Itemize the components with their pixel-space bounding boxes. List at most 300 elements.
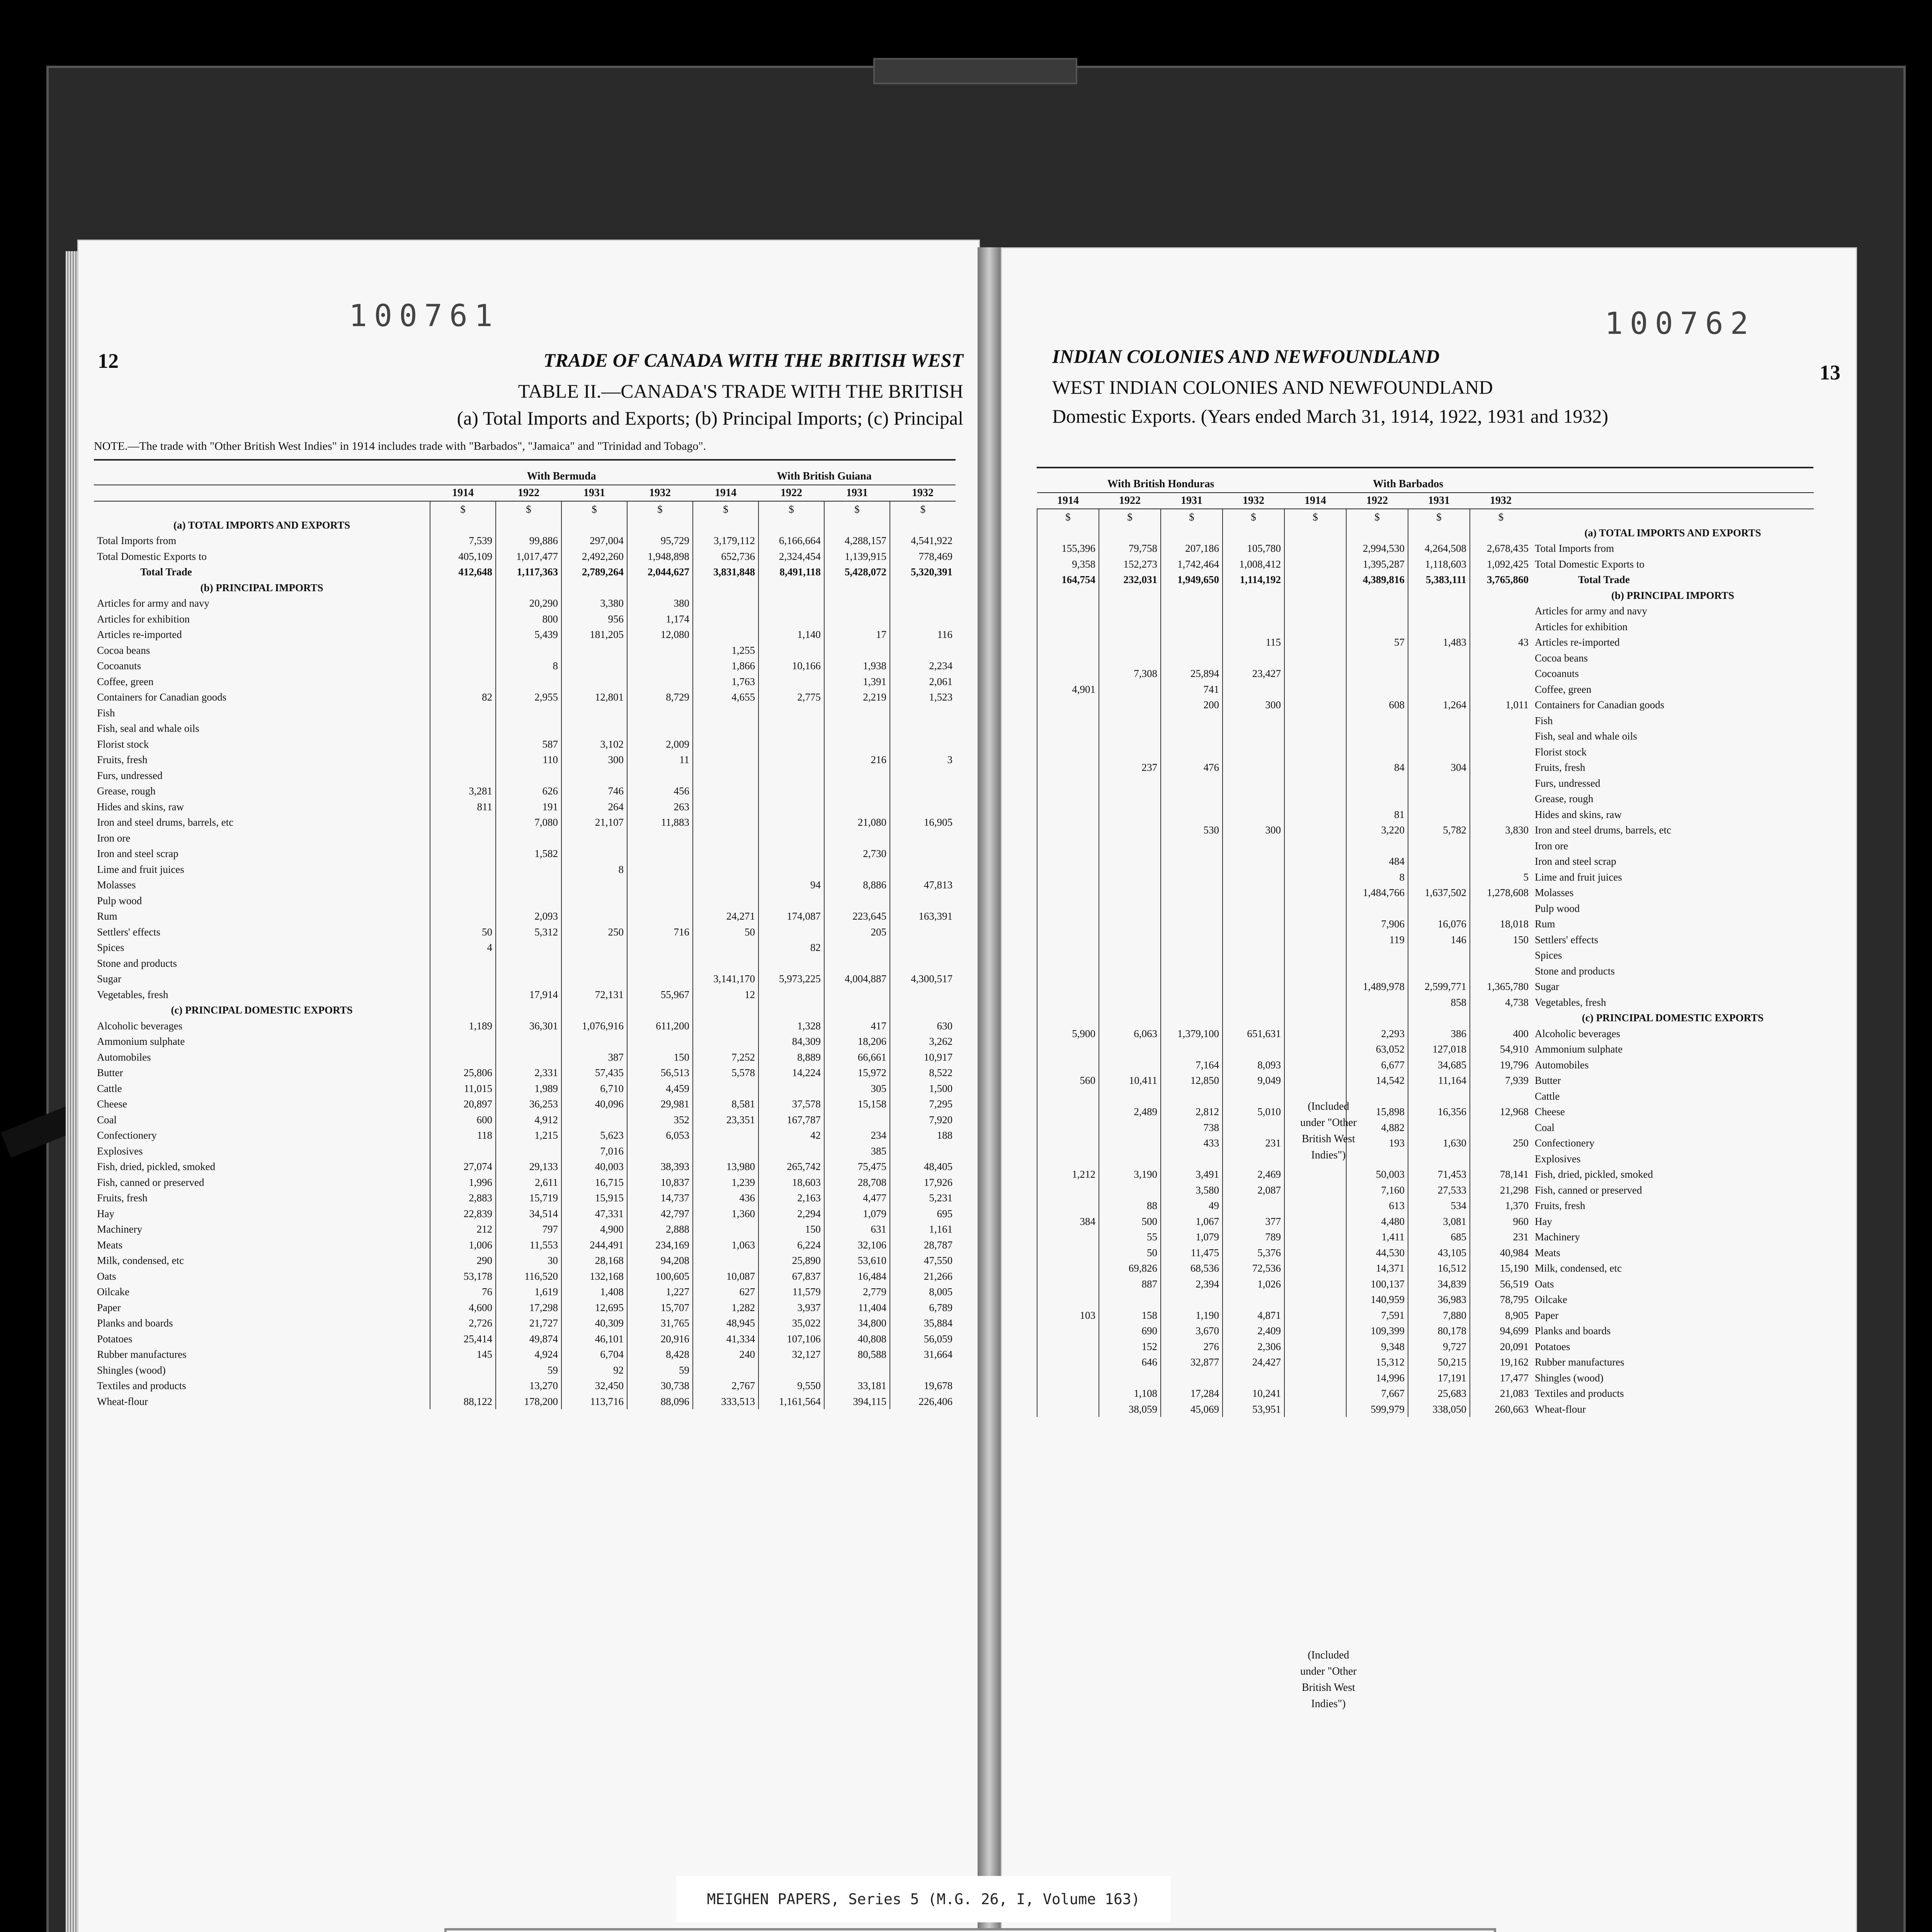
- row-label: Articles re-imported: [1535, 636, 1620, 648]
- value-cell: [759, 736, 824, 752]
- table-row: [1037, 932, 1814, 948]
- value-cell: 1,092,425: [1470, 556, 1532, 572]
- value-cell: [693, 799, 759, 815]
- row-label: Rubber manufactures: [97, 1349, 187, 1360]
- value-cell: 6,710: [561, 1081, 627, 1097]
- table-row: [1037, 572, 1814, 588]
- value-cell: [1284, 1198, 1346, 1214]
- value-cell: [1161, 619, 1223, 635]
- value-cell: [693, 862, 759, 878]
- value-cell: 5,010: [1223, 1104, 1284, 1120]
- table-row: [1037, 1120, 1814, 1136]
- value-cell: [561, 940, 627, 956]
- value-cell: 6,704: [561, 1347, 627, 1362]
- table-row: [1037, 713, 1814, 729]
- value-cell: [1161, 650, 1223, 666]
- value-cell: [824, 940, 890, 956]
- value-cell: 9,049: [1223, 1073, 1284, 1088]
- value-cell: [1223, 744, 1284, 760]
- section-heading-row: [94, 580, 956, 596]
- value-cell: 534: [1408, 1198, 1470, 1214]
- value-cell: 4,459: [627, 1081, 693, 1097]
- row-label: Butter: [97, 1067, 123, 1078]
- blank-cell: [1223, 588, 1284, 604]
- value-cell: 178,200: [496, 1394, 561, 1410]
- row-label: Potatoes: [97, 1333, 133, 1345]
- value-cell: [1284, 728, 1346, 744]
- value-cell: 1,630: [1408, 1135, 1470, 1151]
- value-cell: 40,096: [561, 1096, 627, 1112]
- value-cell: [1346, 776, 1408, 791]
- value-cell: 250: [561, 924, 627, 940]
- value-cell: [693, 736, 759, 752]
- table-row: [94, 1378, 956, 1394]
- value-cell: 94,699: [1470, 1323, 1532, 1339]
- value-cell: 57: [1346, 634, 1408, 650]
- value-cell: 155,396: [1037, 541, 1099, 556]
- value-cell: [1284, 1182, 1346, 1198]
- year-header: 1932: [1223, 493, 1284, 509]
- table-row: [94, 1221, 956, 1237]
- value-cell: 631: [824, 1221, 890, 1237]
- value-cell: [693, 846, 759, 862]
- value-cell: 28,708: [824, 1175, 890, 1190]
- value-cell: 3,281: [430, 783, 496, 799]
- value-cell: 2,293: [1346, 1026, 1408, 1042]
- value-cell: 8,522: [890, 1065, 956, 1081]
- value-cell: [1099, 916, 1161, 932]
- value-cell: 8,005: [890, 1284, 956, 1300]
- value-cell: 88,096: [627, 1394, 693, 1410]
- row-label: Hay: [1535, 1215, 1553, 1227]
- section-heading-row: [1037, 525, 1814, 541]
- value-cell: [1284, 1229, 1346, 1245]
- value-cell: 560: [1037, 1073, 1099, 1088]
- value-cell: 1,328: [759, 1018, 824, 1034]
- value-cell: 244,491: [561, 1237, 627, 1253]
- value-cell: [430, 862, 496, 878]
- section-heading: (a) TOTAL IMPORTS AND EXPORTS: [1584, 527, 1761, 539]
- value-cell: 412,648: [430, 564, 496, 580]
- table-row: [1037, 947, 1814, 963]
- value-cell: [1037, 634, 1099, 650]
- value-cell: [496, 643, 561, 658]
- table-row: [94, 1049, 956, 1065]
- value-cell: [496, 705, 561, 721]
- value-cell: [1037, 744, 1099, 760]
- value-cell: [496, 721, 561, 736]
- row-label: Fish, canned or preserved: [97, 1176, 204, 1188]
- value-cell: 57,435: [561, 1065, 627, 1081]
- value-cell: [430, 627, 496, 643]
- value-cell: 9,727: [1408, 1339, 1470, 1355]
- units-cell: $: [1346, 509, 1408, 525]
- value-cell: 7,252: [693, 1049, 759, 1065]
- value-cell: 3,491: [1161, 1167, 1223, 1182]
- row-label: Machinery: [1535, 1231, 1580, 1243]
- row-label: Vegetables, fresh: [97, 988, 168, 1000]
- value-cell: [1161, 869, 1223, 885]
- row-label: Articles for exhibition: [97, 613, 190, 625]
- table-row: [94, 533, 956, 549]
- section-heading-row: [1037, 1010, 1814, 1026]
- value-cell: [561, 1112, 627, 1128]
- blank-cell: [627, 580, 693, 596]
- value-cell: 16,076: [1408, 916, 1470, 932]
- blank-cell: [1161, 1010, 1223, 1026]
- row-label: Molasses: [97, 879, 136, 891]
- table-row: [94, 1269, 956, 1284]
- value-cell: [1284, 901, 1346, 917]
- value-cell: [1346, 744, 1408, 760]
- value-cell: 1,067: [1161, 1214, 1223, 1230]
- row-label: Iron and steel scrap: [97, 848, 179, 859]
- value-cell: 1,017,477: [496, 549, 561, 565]
- value-cell: 132,168: [561, 1269, 627, 1284]
- blank-cell: [1223, 1010, 1284, 1026]
- value-cell: 15,158: [824, 1096, 890, 1112]
- value-cell: [1099, 838, 1161, 854]
- value-cell: [1223, 854, 1284, 869]
- value-cell: 4,871: [1223, 1308, 1284, 1323]
- table-row: [1037, 869, 1814, 885]
- value-cell: [1470, 1151, 1532, 1167]
- row-label: Articles re-imported: [97, 629, 182, 640]
- value-cell: [627, 893, 693, 909]
- value-cell: [1037, 1088, 1099, 1104]
- table-row: [94, 1128, 956, 1143]
- value-cell: 63,052: [1346, 1041, 1408, 1057]
- value-cell: 2,611: [496, 1175, 561, 1190]
- value-cell: [1408, 713, 1470, 729]
- value-cell: 30: [496, 1253, 561, 1269]
- value-cell: [1408, 603, 1470, 619]
- value-cell: 231: [1223, 1135, 1284, 1151]
- value-cell: [1161, 776, 1223, 791]
- value-cell: 3,380: [561, 595, 627, 611]
- value-cell: 8,428: [627, 1347, 693, 1362]
- value-cell: 4,004,887: [824, 971, 890, 987]
- row-label: Settlers' effects: [97, 926, 161, 938]
- value-cell: [1037, 1135, 1099, 1151]
- value-cell: [693, 1143, 759, 1159]
- value-cell: 3: [890, 752, 956, 768]
- value-cell: [1161, 728, 1223, 744]
- value-cell: [890, 956, 956, 971]
- value-cell: 1,011: [1470, 697, 1532, 713]
- value-cell: 9,550: [759, 1378, 824, 1394]
- blank-cell: [561, 517, 627, 533]
- value-cell: 1,484,766: [1346, 885, 1408, 901]
- value-cell: 626: [496, 783, 561, 799]
- included-note-exports: (Included under "Other British West Indies"): [1300, 1649, 1357, 1710]
- units-cell: $: [759, 501, 824, 517]
- value-cell: 1,391: [824, 674, 890, 690]
- value-cell: [1223, 885, 1284, 901]
- table-row: [94, 799, 956, 815]
- value-cell: [627, 643, 693, 658]
- row-label: Oilcake: [1535, 1294, 1567, 1305]
- value-cell: [1223, 947, 1284, 963]
- value-cell: 746: [561, 783, 627, 799]
- value-cell: 5,231: [890, 1190, 956, 1206]
- value-cell: [1161, 885, 1223, 901]
- value-cell: 2,779: [824, 1284, 890, 1300]
- row-label: Lime and fruit juices: [97, 863, 184, 875]
- value-cell: 21,083: [1470, 1386, 1532, 1401]
- blank-cell: [496, 517, 561, 533]
- value-cell: 11,164: [1408, 1073, 1470, 1088]
- row-label: Pulp wood: [97, 895, 142, 906]
- left-page: [77, 240, 980, 1932]
- value-cell: 651,631: [1223, 1026, 1284, 1042]
- row-label: Spices: [97, 942, 124, 953]
- value-cell: [1284, 541, 1346, 556]
- blank-cell: [627, 1002, 693, 1018]
- value-cell: [627, 862, 693, 878]
- value-cell: 2,812: [1161, 1104, 1223, 1120]
- value-cell: 4,912: [496, 1112, 561, 1128]
- value-cell: 3,765,860: [1470, 572, 1532, 588]
- value-cell: 3,179,112: [693, 533, 759, 549]
- value-cell: 7,308: [1099, 666, 1161, 682]
- value-cell: [1223, 838, 1284, 854]
- units-cell: $: [1161, 509, 1223, 525]
- value-cell: [496, 1049, 561, 1065]
- table-row: [94, 627, 956, 643]
- value-cell: 8,581: [693, 1096, 759, 1112]
- row-label: Textiles and products: [1535, 1388, 1624, 1399]
- value-cell: [627, 877, 693, 893]
- value-cell: [430, 877, 496, 893]
- table-row: [94, 846, 956, 862]
- value-cell: [1284, 1370, 1346, 1386]
- value-cell: [1099, 1370, 1161, 1386]
- value-cell: 276: [1161, 1339, 1223, 1355]
- value-cell: 181,205: [561, 627, 627, 643]
- value-cell: [1223, 1292, 1284, 1308]
- table-row: [94, 987, 956, 1003]
- value-cell: 7,667: [1346, 1386, 1408, 1401]
- reference-slip: MEIGHEN PAPERS, Series 5 (M.G. 26, I, Volume 163): [676, 1876, 1171, 1922]
- value-cell: 13,980: [693, 1159, 759, 1175]
- value-cell: 2,409: [1223, 1323, 1284, 1339]
- value-cell: 32,877: [1161, 1354, 1223, 1370]
- value-cell: 2,306: [1223, 1339, 1284, 1355]
- value-cell: 7,160: [1346, 1182, 1408, 1198]
- row-label: Molasses: [1535, 887, 1574, 898]
- value-cell: [1284, 619, 1346, 635]
- value-cell: 6,063: [1099, 1026, 1161, 1042]
- value-cell: 20,897: [430, 1096, 496, 1112]
- value-cell: [1099, 697, 1161, 713]
- value-cell: [1037, 1182, 1099, 1198]
- value-cell: 7,080: [496, 815, 561, 830]
- table-row: [94, 908, 956, 924]
- value-cell: 30,738: [627, 1378, 693, 1394]
- value-cell: [1223, 869, 1284, 885]
- value-cell: [693, 1081, 759, 1097]
- value-cell: 12,080: [627, 627, 693, 643]
- blank-cell: [759, 517, 824, 533]
- row-label: Containers for Canadian goods: [1535, 699, 1665, 711]
- value-cell: 110: [496, 752, 561, 768]
- row-label: Articles for army and navy: [97, 597, 209, 609]
- value-cell: [1284, 1073, 1346, 1088]
- value-cell: 1,076,916: [561, 1018, 627, 1034]
- table-row: [1037, 1370, 1814, 1386]
- row-label: Total Trade: [1578, 574, 1630, 585]
- blank-cell: [627, 517, 693, 533]
- table-row: [1037, 541, 1814, 556]
- value-cell: [1223, 901, 1284, 917]
- table-row: [1037, 760, 1814, 776]
- value-cell: 2,678,435: [1470, 541, 1532, 556]
- table-row: [1037, 1276, 1814, 1292]
- table-row: [1037, 1354, 1814, 1370]
- table-row: [1037, 979, 1814, 995]
- value-cell: [1470, 838, 1532, 854]
- table-row: [1037, 1401, 1814, 1417]
- row-label: Cheese: [97, 1098, 127, 1110]
- value-cell: 55,967: [627, 987, 693, 1003]
- value-cell: [890, 783, 956, 799]
- value-cell: [1223, 619, 1284, 635]
- value-cell: 14,224: [759, 1065, 824, 1081]
- value-cell: 2,789,264: [561, 564, 627, 580]
- value-cell: [1161, 1292, 1223, 1308]
- value-cell: [759, 783, 824, 799]
- value-cell: 484: [1346, 854, 1408, 869]
- units-spacer: [94, 501, 430, 517]
- value-cell: 690: [1099, 1323, 1161, 1339]
- units-cell: $: [1223, 509, 1284, 525]
- value-cell: [759, 674, 824, 690]
- value-cell: [693, 1128, 759, 1143]
- value-cell: [759, 721, 824, 736]
- value-cell: 8,729: [627, 689, 693, 705]
- blank-cell: [824, 1002, 890, 1018]
- value-cell: 8: [561, 862, 627, 878]
- row-label: Confectionery: [1535, 1137, 1595, 1149]
- table-row: [94, 783, 956, 799]
- value-cell: 109,399: [1346, 1323, 1408, 1339]
- value-cell: [627, 658, 693, 674]
- value-cell: [759, 799, 824, 815]
- value-cell: 2,726: [430, 1315, 496, 1331]
- row-label: Shingles (wood): [1535, 1372, 1604, 1384]
- row-label: Oats: [97, 1270, 116, 1282]
- units-cell: $: [1037, 509, 1099, 525]
- value-cell: 18,206: [824, 1034, 890, 1049]
- value-cell: [430, 846, 496, 862]
- value-cell: [627, 956, 693, 971]
- value-cell: 15,312: [1346, 1354, 1408, 1370]
- row-label: Florist stock: [1535, 746, 1587, 758]
- value-cell: 116,520: [496, 1269, 561, 1284]
- value-cell: [1037, 619, 1099, 635]
- value-cell: [1408, 744, 1470, 760]
- value-cell: 72,131: [561, 987, 627, 1003]
- value-cell: [1346, 603, 1408, 619]
- table-row: [94, 1018, 956, 1034]
- value-cell: 4,541,922: [890, 533, 956, 549]
- table-row: [1037, 1386, 1814, 1401]
- value-cell: [759, 1081, 824, 1097]
- value-cell: 5,428,072: [824, 564, 890, 580]
- value-cell: 234: [824, 1128, 890, 1143]
- value-cell: 385: [824, 1143, 890, 1159]
- value-cell: 1,108: [1099, 1386, 1161, 1401]
- value-cell: 405,109: [430, 549, 496, 565]
- value-cell: 127,018: [1408, 1041, 1470, 1057]
- value-cell: [1470, 807, 1532, 823]
- value-cell: [430, 1143, 496, 1159]
- value-cell: 11,579: [759, 1284, 824, 1300]
- value-cell: [1099, 791, 1161, 807]
- value-cell: [1099, 1120, 1161, 1136]
- blank-cell: [759, 1002, 824, 1018]
- value-cell: [1470, 1120, 1532, 1136]
- value-cell: [430, 643, 496, 658]
- blank-cell: [1223, 525, 1284, 541]
- row-label: Cocoa beans: [97, 644, 150, 656]
- table-row: [1037, 1057, 1814, 1073]
- value-cell: [693, 893, 759, 909]
- value-cell: 811: [430, 799, 496, 815]
- row-label: Hay: [97, 1208, 114, 1219]
- value-cell: [693, 956, 759, 971]
- value-cell: 1,227: [627, 1284, 693, 1300]
- row-label: Hides and skins, raw: [97, 801, 184, 813]
- value-cell: 386: [1408, 1026, 1470, 1042]
- value-cell: [1161, 713, 1223, 729]
- value-cell: 1,174: [627, 611, 693, 627]
- row-label: Meats: [1535, 1247, 1561, 1259]
- value-cell: 3,831,848: [693, 564, 759, 580]
- value-cell: [759, 643, 824, 658]
- table-row: [94, 564, 956, 580]
- value-cell: 17,298: [496, 1300, 561, 1316]
- value-cell: [1408, 947, 1470, 963]
- value-cell: [1346, 666, 1408, 682]
- value-cell: [824, 643, 890, 658]
- value-cell: [1223, 760, 1284, 776]
- row-label: Articles for army and navy: [1535, 605, 1647, 617]
- value-cell: 6,224: [759, 1237, 824, 1253]
- value-cell: 1,866: [693, 658, 759, 674]
- row-label: Coffee, green: [1535, 683, 1592, 695]
- value-cell: 25,414: [430, 1331, 496, 1347]
- table-row: [94, 1315, 956, 1331]
- value-cell: [1223, 728, 1284, 744]
- value-cell: [1284, 822, 1346, 838]
- value-cell: 150: [627, 1049, 693, 1065]
- value-cell: [1099, 995, 1161, 1010]
- value-cell: [1037, 916, 1099, 932]
- value-cell: [1408, 650, 1470, 666]
- value-cell: 5,900: [1037, 1026, 1099, 1042]
- value-cell: [1284, 744, 1346, 760]
- value-cell: [1161, 854, 1223, 869]
- left-table-body: [94, 501, 956, 1409]
- value-cell: [693, 1362, 759, 1378]
- value-cell: 14,996: [1346, 1370, 1408, 1386]
- value-cell: 47,813: [890, 877, 956, 893]
- units-row: [1037, 509, 1814, 525]
- value-cell: [890, 595, 956, 611]
- value-cell: 16,905: [890, 815, 956, 830]
